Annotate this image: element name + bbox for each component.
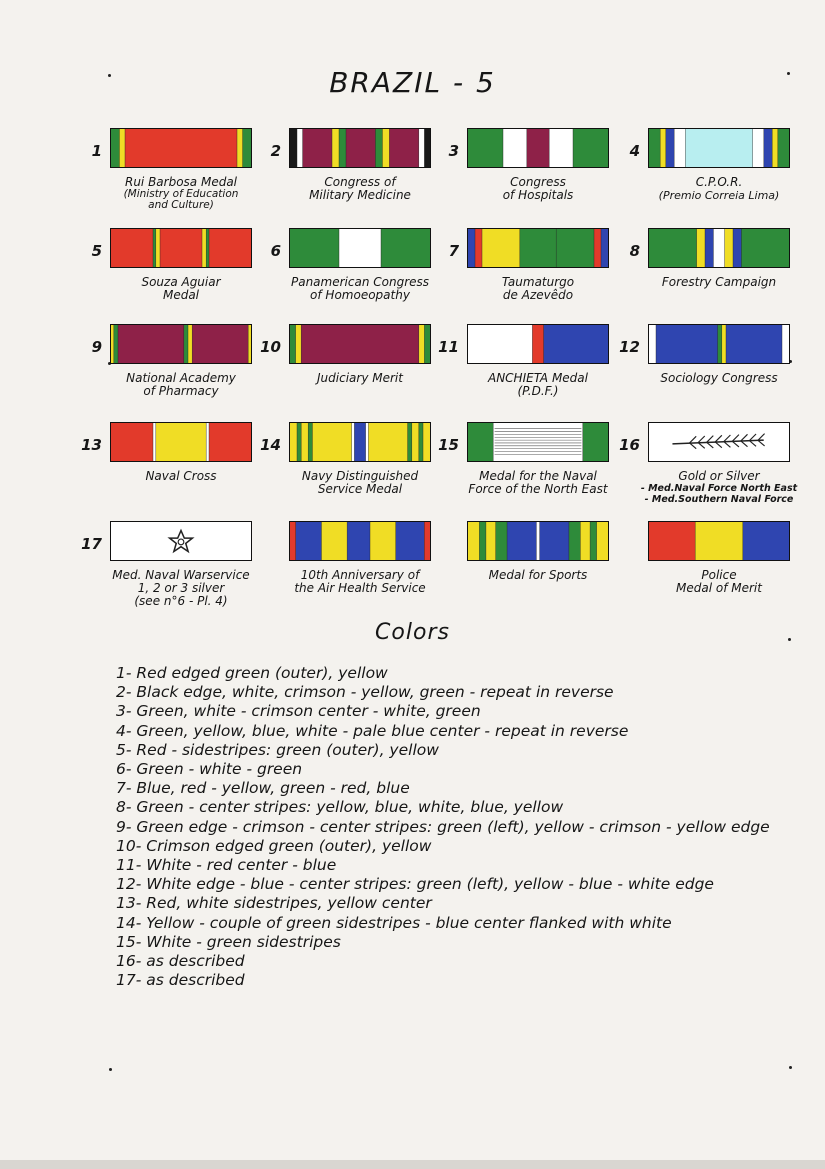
ribbon-number: 16 bbox=[619, 436, 640, 454]
ribbon-stripe bbox=[697, 229, 706, 267]
ribbon-stripe bbox=[290, 423, 297, 461]
ribbon-stripe bbox=[296, 522, 322, 560]
color-description-line: 1- Red edged green (outer), yellow bbox=[116, 664, 388, 682]
ribbon-stripe bbox=[722, 325, 726, 363]
ribbon-caption-line: Navy Distinguished bbox=[301, 469, 419, 483]
ribbon-caption bbox=[279, 372, 441, 385]
ribbon-caption-line: 10th Anniversary of bbox=[300, 568, 420, 582]
ribbon-caption-line: Judiciary Merit bbox=[317, 371, 403, 385]
ribbon-caption-line: Med. Naval Warservice bbox=[112, 568, 250, 582]
ribbon-caption-line: Souza Aguiar bbox=[141, 275, 221, 289]
ribbon-stripe bbox=[119, 129, 125, 167]
ribbon-bar bbox=[467, 422, 609, 462]
ribbon-stripe bbox=[594, 229, 601, 267]
ribbon-number: 11 bbox=[438, 338, 459, 356]
ribbon-stripe bbox=[156, 423, 207, 461]
ribbon-stripe bbox=[412, 423, 419, 461]
ribbon-caption-line: Rui Barbosa Medal bbox=[124, 175, 238, 189]
color-description-line: 13- Red, white sidestripes, yellow center bbox=[116, 894, 432, 913]
ribbon-stripe bbox=[424, 325, 430, 363]
ribbon-caption-line: Forestry Campaign bbox=[661, 275, 777, 289]
ribbon-bar bbox=[648, 324, 790, 364]
ribbon-bar bbox=[289, 521, 431, 561]
ribbon-stripe bbox=[536, 522, 540, 560]
ribbon-caption-line: Gold or Silver bbox=[678, 469, 760, 483]
ribbon-stripe bbox=[583, 423, 608, 461]
ribbon-stripe bbox=[370, 522, 396, 560]
ribbon-stripe bbox=[468, 229, 475, 267]
ribbon-stripe bbox=[160, 229, 202, 267]
ribbon-number: 13 bbox=[81, 436, 102, 454]
ribbon-stripe bbox=[188, 325, 192, 363]
ribbon-stripe bbox=[733, 229, 742, 267]
ribbon-stripe bbox=[685, 129, 752, 167]
ribbon-stripe bbox=[649, 229, 697, 267]
ribbon-stripe bbox=[743, 522, 789, 560]
ribbon-stripe bbox=[297, 129, 303, 167]
ribbon-stripe bbox=[346, 129, 376, 167]
ribbon-caption bbox=[638, 470, 800, 505]
ribbon-stripe bbox=[209, 229, 251, 267]
ribbon-stripe bbox=[549, 129, 573, 167]
ribbon-stripe bbox=[114, 325, 118, 363]
ribbon-stripe bbox=[486, 522, 496, 560]
ribbon-stripe bbox=[468, 423, 493, 461]
ribbon-caption bbox=[638, 569, 800, 595]
page-bottom-edge bbox=[0, 1160, 825, 1169]
ribbon-stripe bbox=[532, 325, 543, 363]
ribbon-caption bbox=[279, 470, 441, 496]
ribbon-number: 12 bbox=[619, 338, 640, 356]
ribbon-number: 4 bbox=[629, 142, 640, 160]
ribbon-caption bbox=[638, 176, 800, 202]
ribbon-stripe bbox=[354, 423, 365, 461]
ribbon-number: 2 bbox=[270, 142, 281, 160]
ribbon-stripe bbox=[419, 325, 425, 363]
ribbon-stripe bbox=[540, 522, 570, 560]
ribbon-stripe bbox=[424, 522, 430, 560]
ribbon-caption-line: (Ministry of Education bbox=[123, 188, 239, 200]
ribbon-stripe bbox=[782, 325, 789, 363]
ribbon-caption bbox=[279, 276, 441, 302]
ribbon-stripe bbox=[468, 129, 503, 167]
ribbon-stripe bbox=[308, 423, 312, 461]
ribbon-caption-line: 1, 2 or 3 silver bbox=[137, 581, 225, 595]
ribbon-caption bbox=[100, 470, 262, 483]
ribbon-number: 9 bbox=[91, 338, 102, 356]
ribbon-stripe bbox=[375, 129, 382, 167]
ribbon-stripe bbox=[544, 325, 608, 363]
color-description-line: 2- Black edge, white, crimson - yellow, green - repeat in reverse bbox=[116, 683, 614, 702]
ribbon-caption bbox=[457, 569, 619, 582]
color-description-line: 17- as described bbox=[116, 971, 245, 990]
ribbon-caption-line: Taumaturgo bbox=[501, 275, 575, 289]
ribbon-stripe bbox=[649, 325, 656, 363]
ribbon-stripe bbox=[656, 325, 718, 363]
ribbon-caption bbox=[457, 276, 619, 302]
ribbon-stripe bbox=[297, 423, 301, 461]
ribbon-stripe bbox=[243, 129, 251, 167]
ribbon-stripe bbox=[301, 423, 308, 461]
ribbon-caption bbox=[457, 470, 619, 496]
ribbon-stripe bbox=[423, 423, 430, 461]
ribbon-stripe bbox=[468, 325, 533, 363]
ribbon-bar bbox=[110, 128, 252, 168]
colors-list bbox=[116, 664, 770, 990]
ribbon-stripe bbox=[408, 423, 412, 461]
ribbon-caption bbox=[100, 276, 262, 302]
ribbon-number: 3 bbox=[448, 142, 459, 160]
ribbon-caption-line: of Hospitals bbox=[502, 188, 574, 202]
colors-heading: Colors bbox=[375, 620, 450, 645]
ribbon-caption-line: National Academy bbox=[126, 371, 236, 385]
ribbon-stripe bbox=[192, 325, 248, 363]
ribbon-number: 7 bbox=[448, 242, 459, 260]
ribbon-stripe bbox=[419, 423, 423, 461]
ribbon-caption-line: de Azevêdo bbox=[502, 288, 574, 302]
ribbon-stripe bbox=[649, 522, 695, 560]
ribbon-bar bbox=[110, 228, 252, 268]
ribbon-caption-line: Medal bbox=[162, 288, 200, 302]
ribbon-stripe bbox=[778, 129, 789, 167]
ribbon-stripe bbox=[468, 522, 480, 560]
ribbon-caption bbox=[279, 569, 441, 595]
ribbon-stripe bbox=[118, 325, 184, 363]
ribbon-stripe bbox=[705, 229, 714, 267]
ribbon-stripe bbox=[296, 325, 302, 363]
ribbon-stripe bbox=[301, 325, 419, 363]
ribbon-caption-line: (P.D.F.) bbox=[517, 384, 559, 398]
ribbon-bar bbox=[110, 422, 252, 462]
ribbon-caption-line: Sociology Congress bbox=[660, 371, 778, 385]
page-title: BRAZIL - 5 bbox=[329, 66, 496, 99]
ribbon-stripe bbox=[741, 229, 789, 267]
page-mark-dot bbox=[789, 1066, 792, 1069]
ribbon-stripe bbox=[396, 522, 425, 560]
ribbon-stripe bbox=[726, 325, 782, 363]
color-description-line: 5- Red - sidestripes: green (outer), yellow bbox=[116, 740, 439, 759]
ribbon-stripe bbox=[339, 229, 381, 267]
ribbon-stripe bbox=[389, 129, 419, 167]
ribbon-caption bbox=[100, 569, 262, 608]
ribbon-bar bbox=[648, 228, 790, 268]
ribbon-stripe bbox=[347, 522, 370, 560]
ribbon-stripe bbox=[156, 229, 160, 267]
ribbon-stripe bbox=[590, 522, 597, 560]
ribbon-stripe bbox=[527, 129, 550, 167]
ribbon-stripe bbox=[424, 129, 430, 167]
ribbon-stripe bbox=[520, 229, 557, 267]
ribbon-bar bbox=[467, 521, 609, 561]
ribbon-stripe bbox=[556, 229, 594, 267]
ribbon-caption-line: - Med.Naval Force North East bbox=[640, 483, 798, 494]
ribbon-stripe bbox=[339, 129, 346, 167]
ribbon-caption bbox=[457, 176, 619, 202]
ribbon-caption-line: and Culture) bbox=[148, 199, 214, 211]
color-description-line: 7- Blue, red - yellow, green - red, blue bbox=[116, 779, 410, 798]
ribbon-stripe bbox=[368, 423, 407, 461]
ribbon-stripe bbox=[573, 129, 608, 167]
ribbon-stripe bbox=[718, 325, 722, 363]
ribbon-bar bbox=[648, 521, 790, 561]
ribbon-stripe bbox=[332, 129, 339, 167]
ribbon-stripe bbox=[482, 229, 520, 267]
ribbon-stripe bbox=[202, 229, 206, 267]
ribbon-stripe bbox=[111, 129, 120, 167]
ribbon-bar bbox=[110, 521, 252, 561]
ribbon-number: 6 bbox=[270, 242, 281, 260]
ribbon-bar bbox=[648, 128, 790, 168]
color-description-line: 8- Green - center stripes: yellow, blue, white, blue, yellow bbox=[116, 798, 564, 817]
ribbon-stripe bbox=[475, 229, 482, 267]
ribbon-number: 15 bbox=[438, 436, 459, 454]
ribbon-stripe bbox=[290, 129, 297, 167]
ribbon-number: 5 bbox=[91, 242, 102, 260]
ribbon-caption-line: Medal for Sports bbox=[488, 568, 588, 582]
laurel-branch-icon bbox=[649, 423, 789, 461]
ribbon-stripe bbox=[772, 129, 778, 167]
ribbon-caption-line: Congress bbox=[510, 175, 566, 189]
ribbon-caption-line: Medal for the Naval bbox=[479, 469, 597, 483]
ribbon-caption-line: ANCHIETA Medal bbox=[487, 371, 588, 385]
ribbon-stripe bbox=[660, 129, 666, 167]
ribbon-caption-line: Force of the North East bbox=[468, 482, 608, 496]
ribbon-caption-line: Medal of Merit bbox=[676, 581, 762, 595]
ribbon-stripe bbox=[321, 522, 347, 560]
ribbon-stripe bbox=[674, 129, 685, 167]
ribbon-stripe bbox=[597, 522, 608, 560]
ribbon-stripe bbox=[209, 423, 251, 461]
color-description-line: 12- White edge - blue - center stripes: green (left), yellow - blue - white edge bbox=[116, 875, 714, 894]
ribbon-bar bbox=[289, 228, 431, 268]
ribbon-stripe bbox=[569, 522, 581, 560]
ribbon-caption bbox=[100, 372, 262, 398]
ribbon-stripe bbox=[290, 325, 296, 363]
ribbon-stripe bbox=[713, 229, 724, 267]
color-description-line: 9- Green edge - crimson - center stripes: green (left), yellow - crimson - yellow edge bbox=[116, 817, 770, 836]
color-description-line: 3- Green, white - crimson center - white, green bbox=[116, 702, 481, 721]
ribbon-caption-line: Congress of bbox=[324, 175, 396, 189]
ribbon-stripe bbox=[496, 522, 508, 560]
ribbon-caption bbox=[279, 176, 441, 202]
ribbon-caption-line: Police bbox=[701, 568, 737, 582]
ribbon-stripe bbox=[125, 129, 237, 167]
ribbon-bar bbox=[648, 422, 790, 462]
ribbon-caption-line: Service Medal bbox=[317, 482, 403, 496]
ribbon-bar bbox=[110, 324, 252, 364]
color-description-line: 11- White - red center - blue bbox=[116, 856, 337, 875]
ribbon-stripe bbox=[290, 229, 339, 267]
ribbon-caption-line: the Air Health Service bbox=[294, 581, 426, 595]
ribbon-caption-line: of Homoeopathy bbox=[310, 288, 410, 302]
ribbon-stripe bbox=[695, 522, 743, 560]
ribbon-stripe bbox=[725, 229, 734, 267]
ribbon-caption-line: Panamerican Congress bbox=[290, 275, 430, 289]
ribbon-stripe bbox=[503, 129, 527, 167]
ribbon-number: 17 bbox=[81, 535, 102, 553]
color-description-line: 15- White - green sidestripes bbox=[116, 932, 341, 951]
ribbon-caption-line: Military Medicine bbox=[309, 188, 411, 202]
ribbon-bar bbox=[467, 128, 609, 168]
ribbon-stripe bbox=[753, 129, 764, 167]
ribbon-stripe bbox=[111, 229, 153, 267]
ribbon-stripe bbox=[580, 522, 590, 560]
star-icon bbox=[111, 522, 251, 560]
ribbon-stripe bbox=[237, 129, 243, 167]
ribbon-caption-line: C.P.O.R. bbox=[695, 175, 743, 189]
ribbon-stripe bbox=[248, 325, 251, 363]
ribbon-stripe bbox=[303, 129, 333, 167]
ribbon-caption bbox=[457, 372, 619, 398]
ribbon-caption-line: Naval Cross bbox=[145, 469, 217, 483]
ribbon-number: 8 bbox=[629, 242, 640, 260]
ribbon-bar bbox=[467, 228, 609, 268]
ribbon-caption-line: of Pharmacy bbox=[143, 384, 219, 398]
ribbon-stripe bbox=[507, 522, 537, 560]
ribbon-stripe bbox=[764, 129, 773, 167]
color-description-line: 14- Yellow - couple of green sidestripes - blue center flanked with white bbox=[116, 913, 672, 932]
ribbon-number: 14 bbox=[260, 436, 281, 454]
ribbon-bar bbox=[289, 422, 431, 462]
ribbon-stripe bbox=[419, 129, 425, 167]
color-description-line: 4- Green, yellow, blue, white - pale blue center - repeat in reverse bbox=[116, 721, 629, 740]
ribbon-stripe bbox=[184, 325, 188, 363]
ribbon-caption-line: (see n°6 - Pl. 4) bbox=[134, 594, 228, 608]
ribbon-number: 10 bbox=[260, 338, 281, 356]
ribbon-stripe bbox=[381, 229, 430, 267]
ribbon-stripe bbox=[666, 129, 675, 167]
ribbon-stripe bbox=[290, 522, 296, 560]
ribbon-bar bbox=[289, 128, 431, 168]
ribbon-stripe bbox=[601, 229, 608, 267]
color-description-line: 6- Green - white - green bbox=[116, 760, 303, 779]
ribbon-bar bbox=[289, 324, 431, 364]
ribbon-bar bbox=[467, 324, 609, 364]
ribbon-stripe bbox=[312, 423, 351, 461]
page-mark-dot bbox=[109, 1068, 112, 1071]
color-description-line: 16- as described bbox=[116, 952, 245, 971]
ribbon-number: 1 bbox=[91, 142, 102, 160]
ribbon-stripe bbox=[111, 423, 153, 461]
ribbon-caption bbox=[638, 372, 800, 385]
ribbon-stripe bbox=[382, 129, 389, 167]
color-description-line: 10- Crimson edged green (outer), yellow bbox=[116, 836, 432, 855]
ribbon-caption-line: (Premio Correia Lima) bbox=[658, 189, 780, 202]
ribbon-caption bbox=[100, 176, 262, 211]
ribbon-stripe bbox=[479, 522, 486, 560]
ribbon-caption bbox=[638, 276, 800, 289]
ribbon-stripe bbox=[649, 129, 660, 167]
ribbon-caption-line: - Med.Southern Naval Force bbox=[644, 494, 794, 505]
